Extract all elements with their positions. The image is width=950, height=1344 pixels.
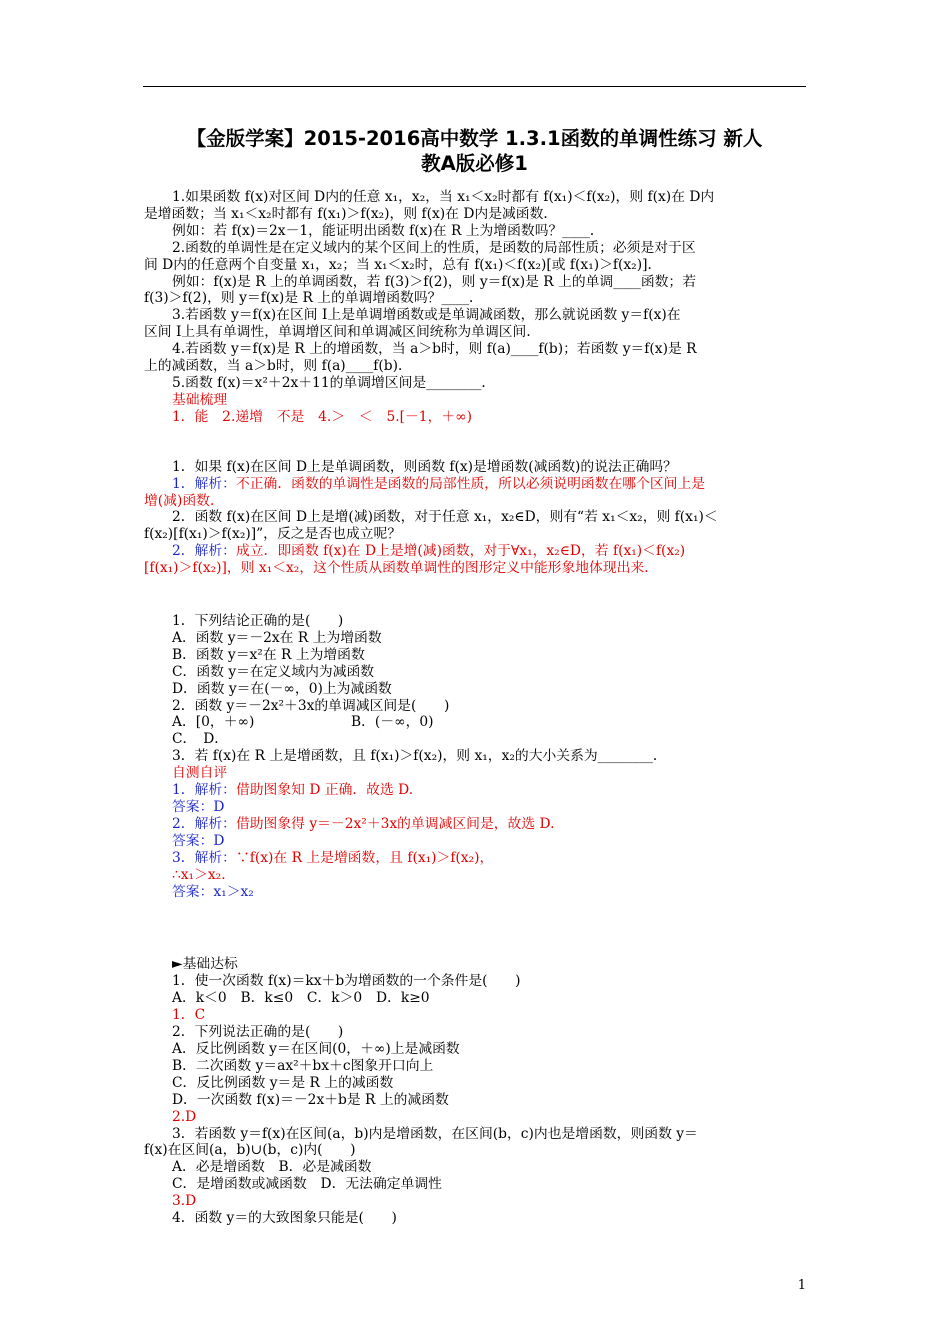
selftest-heading: 自测自评 bbox=[172, 765, 228, 782]
text-line: 间 D内的任意两个自变量 x₁，x₂；当 x₁＜x₂时，总有 f(x₁)＜f(x₂)[或 f(x₁)＞f(x₂)]． bbox=[144, 256, 662, 273]
title-line-1: 【金版学案】2015-2016高中数学 1.3.1函数的单调性练习 新人 bbox=[186, 127, 763, 150]
option-line: C．函数 y＝在定义域内为减函数 bbox=[172, 663, 375, 680]
question-line: 2．函数 f(x)在区间 D上是增(减)函数，对于任意 x₁，x₂∈D，则有“若 x₁＜x₂，则 f(x₁)＜ bbox=[172, 509, 718, 526]
text-line: 4.若函数 y＝f(x)是 R 上的增函数，当 a＞b时，则 f(a)____f(b)；若函数 y＝f(x)是 R bbox=[172, 341, 697, 358]
question-line: f(x₂)[f(x₁)＞f(x₂)]”，反之是否也成立呢？ bbox=[144, 526, 402, 543]
option-line: C． D． bbox=[172, 731, 229, 748]
answer-line: 2．解析：成立．即函数 f(x)在 D上是增(减)函数，对于∀x₁，x₂∈D，若 f(x₁)＜f(x₂) bbox=[172, 543, 686, 560]
answer-line: 1．解析：不正确．函数的单调性是函数的局部性质，所以必须说明函数在哪个区间上是 bbox=[172, 475, 706, 492]
question-line: f(x)在区间(a，b)∪(b，c)内( ) bbox=[144, 1142, 356, 1159]
option-line: D．函数 y＝在(－∞，0)上为减函数 bbox=[172, 680, 392, 697]
option-line: A．必是增函数 B．必是减函数 bbox=[172, 1159, 372, 1176]
question-line: 3．若 f(x)在 R 上是增函数，且 f(x₁)＞f(x₂)，则 x₁，x₂的大小关系为________． bbox=[172, 748, 667, 765]
question-line: 1．使一次函数 f(x)＝kx＋b为增函数的一个条件是( ) bbox=[172, 973, 521, 990]
text-line: 是增函数；当 x₁＜x₂时都有 f(x₁)＞f(x₂)，则 f(x)在 D内是减函数． bbox=[144, 205, 558, 222]
answer-line: 1．解析：借助图象知 D 正确．故选 D. bbox=[172, 782, 414, 799]
option-line: C．是增函数或减函数 D．无法确定单调性 bbox=[172, 1176, 442, 1193]
thinking-section bbox=[144, 459, 807, 577]
question-line: 1．下列结论正确的是( ) bbox=[172, 613, 344, 630]
answer-result: 答案：x₁＞x₂ bbox=[172, 883, 254, 900]
answer-label: 2．解析： bbox=[172, 815, 236, 832]
basic-section bbox=[144, 956, 807, 1227]
text-line: 上的减函数，当 a＞b时，则 f(a)____f(b)． bbox=[144, 358, 412, 375]
option-line: B．二次函数 y＝ax²＋bx＋c图象开口向上 bbox=[172, 1057, 434, 1074]
text-line: 3.若函数 y＝f(x)在区间 I上是单调增函数或是单调减函数，那么就说函数 y＝f(x)在 bbox=[172, 307, 681, 324]
answer-result: 3.D bbox=[172, 1193, 197, 1210]
answer-result: 1．C bbox=[172, 1007, 206, 1024]
answer-label: 1．解析： bbox=[172, 475, 236, 492]
question-line: 2．下列说法正确的是( ) bbox=[172, 1024, 344, 1041]
text-line: 2.函数的单调性是在定义域内的某个区间上的性质，是函数的局部性质；必须是对于区 bbox=[172, 239, 696, 256]
review-answers: 1．能 2.递增 不是 4.＞ ＜ 5.[－1，＋∞) bbox=[172, 408, 473, 425]
text-line: 例如：f(x)是 R 上的单调函数，若 f(3)＞f(2)，则 y＝f(x)是 R 上的单调____函数；若 bbox=[172, 273, 697, 290]
option-line: A．反比例函数 y＝在区间(0，＋∞)上是减函数 bbox=[172, 1040, 460, 1057]
option-line: D．一次函数 f(x)＝－2x＋b是 R 上的减函数 bbox=[172, 1091, 449, 1108]
text-line: f(3)＞f(2)，则 y＝f(x)是 R 上的单调增函数吗？____． bbox=[144, 290, 483, 307]
question-line: 2．函数 y＝－2x²＋3x的单调减区间是( ) bbox=[172, 697, 450, 714]
document-body bbox=[144, 189, 807, 1227]
title-line-2: 教A版必修1 bbox=[421, 152, 528, 175]
answer-label: 1．解析： bbox=[172, 782, 236, 799]
text-line: 区间 I上具有单调性，单调增区间和单调减区间统称为单调区间． bbox=[144, 324, 541, 341]
header-rule bbox=[143, 86, 806, 87]
selftest-section bbox=[144, 613, 807, 900]
section-heading: ►基础达标 bbox=[172, 956, 238, 973]
answer-result: 答案：D bbox=[172, 799, 225, 815]
option-line: B．函数 y＝x²在 R 上为增函数 bbox=[172, 646, 365, 663]
question-line: 1．如果 f(x)在区间 D上是单调函数，则函数 f(x)是增函数(减函数)的说法正确吗？ bbox=[172, 458, 677, 475]
page-title bbox=[143, 126, 806, 176]
option-line: A．k＜0 B．k≤0 C．k＞0 D．k≥0 bbox=[172, 990, 430, 1007]
answer-line: 3．解析：∵f(x)在 R 上是增函数，且 f(x₁)＞f(x₂)， bbox=[172, 849, 494, 866]
page-number: 1 bbox=[797, 1278, 806, 1293]
option-line: A．函数 y＝－2x在 R 上为增函数 bbox=[172, 629, 382, 646]
answer-line: [f(x₁)＞f(x₂)]，则 x₁＜x₂，这个性质从函数单调性的图形定义中能形象地体现出来． bbox=[144, 560, 659, 577]
answer-result: 答案：D bbox=[172, 832, 225, 849]
text-line: 1.如果函数 f(x)对区间 D内的任意 x₁，x₂，当 x₁＜x₂时都有 f(x₁)＜f(x₂)，则 f(x)在 D内 bbox=[172, 189, 715, 205]
answer-label: 3．解析： bbox=[172, 849, 236, 866]
option-line: C．反比例函数 y＝是 R 上的减函数 bbox=[172, 1074, 394, 1091]
intro-section bbox=[144, 189, 807, 426]
answer-line: 增(减)函数． bbox=[144, 492, 224, 509]
option-line: A．[0，＋∞) B．(－∞，0) bbox=[172, 714, 434, 731]
answer-result: 2.D bbox=[172, 1108, 197, 1125]
answer-label: 2．解析： bbox=[172, 543, 236, 560]
text-line: 5.函数 f(x)＝x²＋2x＋11的单调增区间是________． bbox=[172, 374, 496, 391]
question-line: 4．函数 y＝的大致图象只能是( ) bbox=[172, 1210, 397, 1227]
question-line: 3．若函数 y＝f(x)在区间(a，b)内是增函数，在区间(b，c)内也是增函数，则函数 y＝ bbox=[172, 1125, 698, 1142]
answer-line: ∴x₁＞x₂. bbox=[172, 866, 226, 883]
text-line: 例如：若 f(x)＝2x－1，能证明出函数 f(x)在 R 上为增函数吗？____． bbox=[172, 222, 604, 239]
review-heading: 基础梳理 bbox=[172, 391, 228, 408]
answer-line: 2．解析：借助图象得 y＝－2x²＋3x的单调减区间是，故选 D. bbox=[172, 815, 555, 832]
